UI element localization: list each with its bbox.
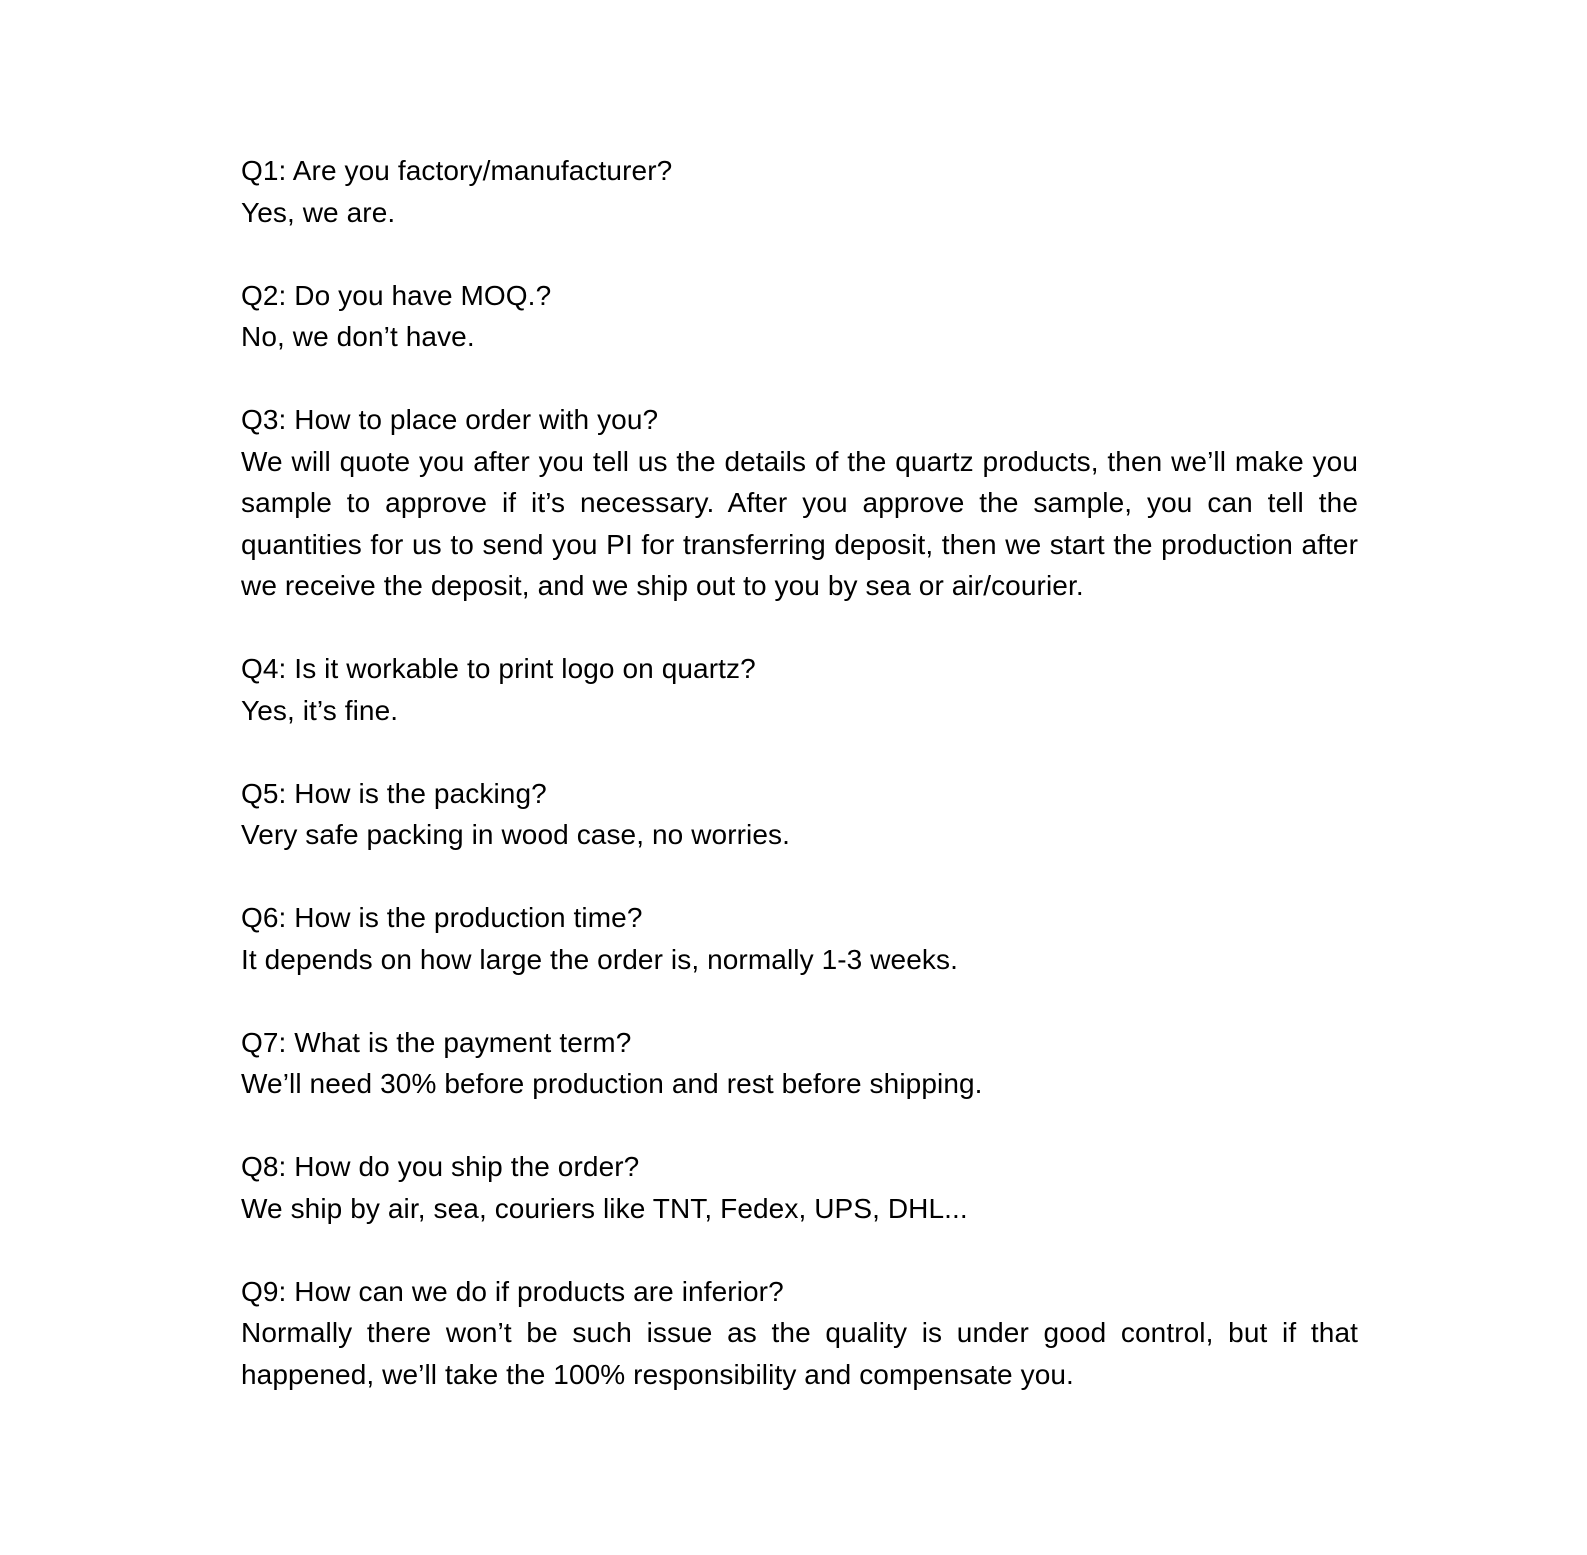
answer-text: Normally there won’t be such issue as the quality is under good control, but if that happened, we’ll take the 100% responsibility and compensate you. [241, 1317, 1358, 1390]
answer-text: Very safe packing in wood case, no worries. [241, 819, 791, 850]
answer-text: We will quote you after you tell us the details of the quartz products, then we’ll make you sample to approve if it’s necessary. After you approve the sample, you can tell the quantities for us to send you PI for transferring deposit, then we start the production after we receive the deposit, and we ship out to you by sea or air/courier. [241, 445, 1358, 601]
question-text: Q1: Are you factory/manufacturer? [241, 155, 673, 186]
answer-text: It depends on how large the order is, normally 1-3 weeks. [241, 943, 958, 975]
faq-item-5 [241, 773, 1358, 856]
question-text: Q3: How to place order with you? [241, 404, 659, 435]
question-text: Q2: Do you have MOQ.? [241, 279, 552, 311]
faq-item-2 [241, 275, 1358, 358]
faq-item-6 [241, 897, 1358, 980]
question-text: Q7: What is the payment term? [241, 1026, 632, 1058]
faq-item-3 [241, 399, 1358, 607]
faq-item-7 [241, 1022, 1358, 1105]
faq-item-4 [241, 648, 1358, 731]
faq-item-9 [241, 1271, 1358, 1396]
faq-document [241, 150, 1358, 1437]
faq-item-8 [241, 1146, 1358, 1229]
answer-text: No, we don’t have. [241, 321, 475, 352]
answer-text: Yes, it’s fine. [241, 694, 399, 726]
question-text: Q5: How is the packing? [241, 777, 547, 809]
answer-text: We’ll need 30% before production and rest before shipping. [241, 1068, 983, 1099]
question-text: Q6: How is the production time? [241, 902, 643, 933]
question-text: Q8: How do you ship the order? [241, 1151, 640, 1182]
faq-item-1 [241, 150, 1358, 233]
question-text: Q9: How can we do if products are inferior? [241, 1275, 784, 1307]
answer-text: Yes, we are. [241, 196, 396, 228]
answer-text: We ship by air, sea, couriers like TNT, Fedex, UPS, DHL... [241, 1192, 968, 1224]
question-text: Q4: Is it workable to print logo on quartz? [241, 653, 756, 684]
